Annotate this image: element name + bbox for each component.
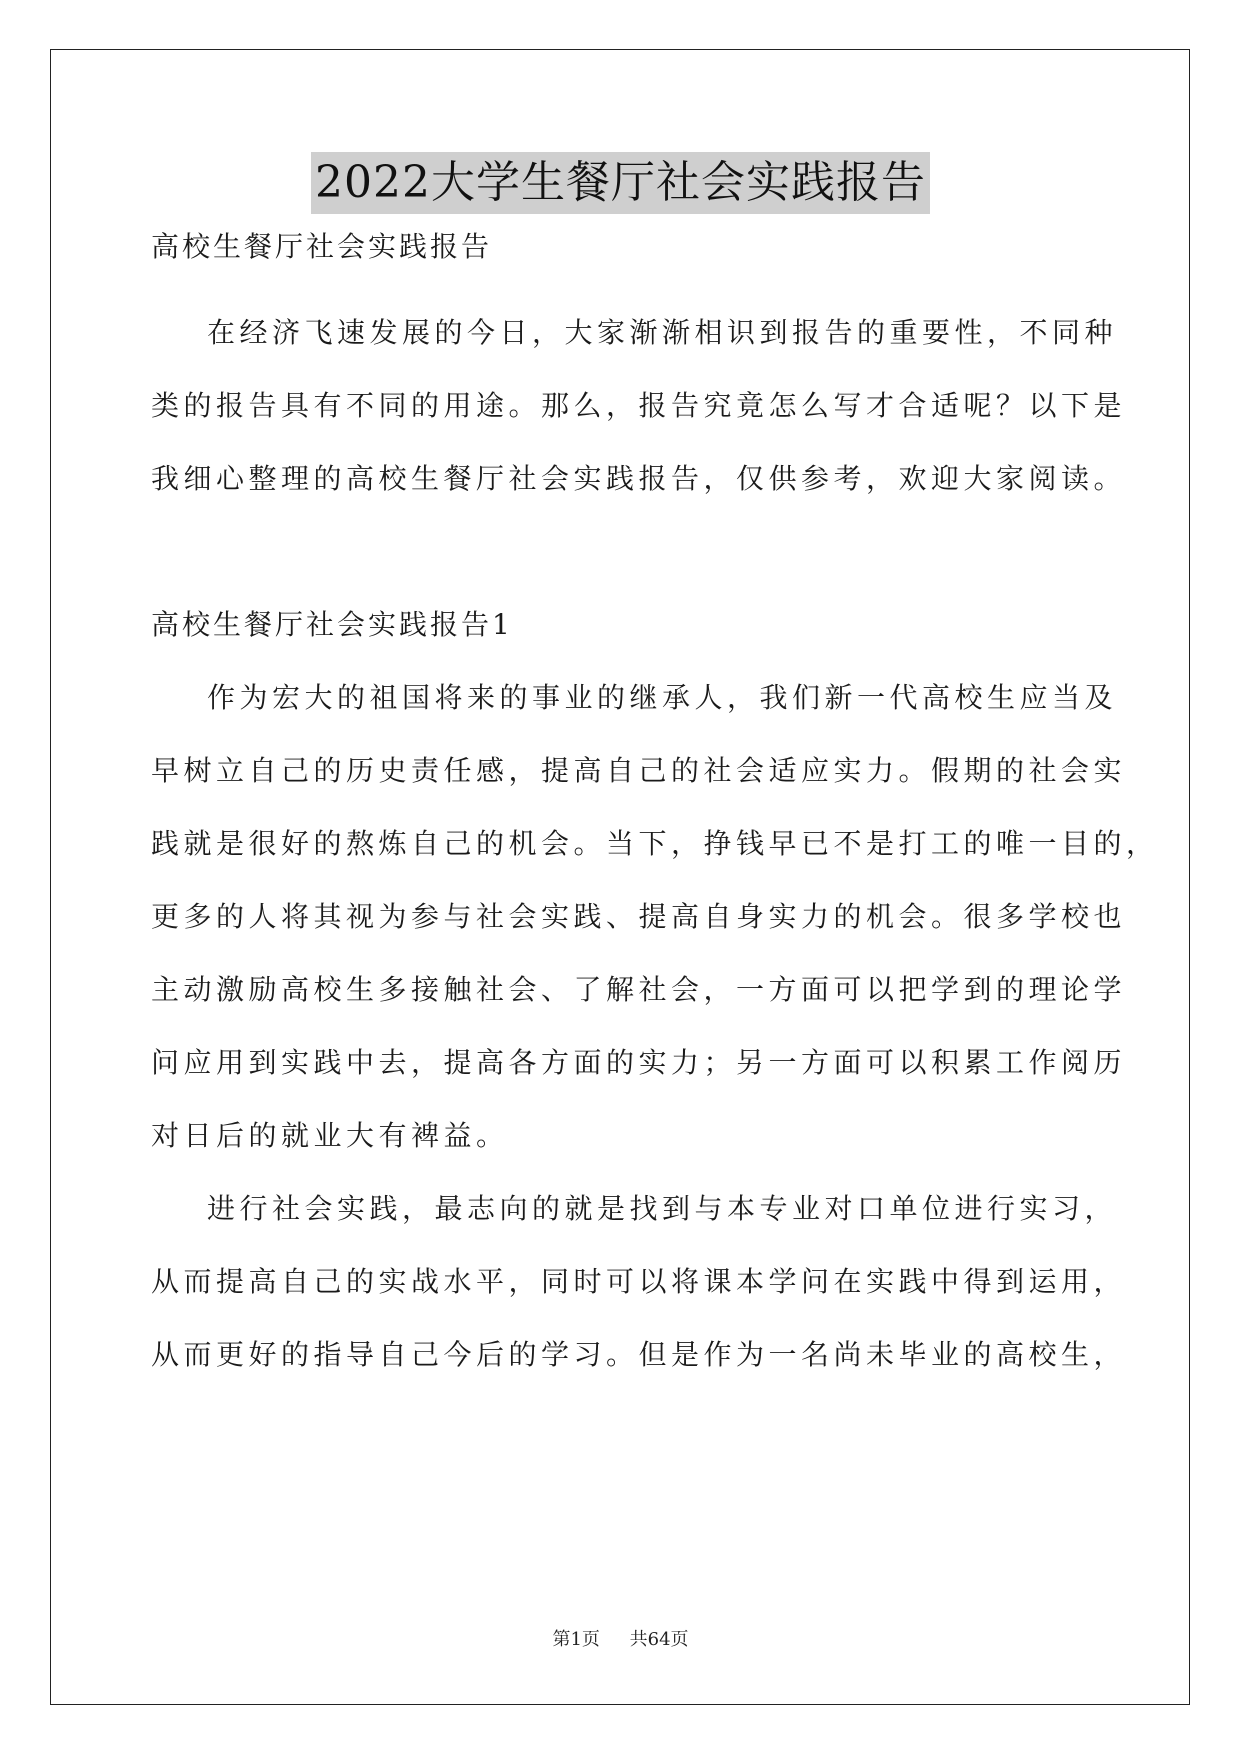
paragraph-line: 更多的人将其视为参与社会实践、提高自身实力的机会。很多学校也 <box>151 900 1127 933</box>
paragraph-line: 问应用到实践中去，提高各方面的实力；另一方面可以积累工作阅历 <box>151 1046 1127 1079</box>
paragraph-line: 进行社会实践，最志向的就是找到与本专业对口单位进行实习， <box>207 1192 1118 1225</box>
page-footer <box>0 1625 1241 1651</box>
page-border <box>50 49 1190 1705</box>
intro-line: 类的报告具有不同的用途。那么，报告究竟怎么写才合适呢？以下是 <box>151 389 1127 422</box>
intro-line: 我细心整理的高校生餐厅社会实践报告，仅供参考，欢迎大家阅读。 <box>151 462 1127 495</box>
title-container <box>0 152 1241 214</box>
paragraph-line: 早树立自己的历史责任感，提高自己的社会适应实力。假期的社会实 <box>151 754 1127 787</box>
paragraph-line: 主动激励高校生多接触社会、了解社会，一方面可以把学到的理论学 <box>151 973 1127 1006</box>
subheading-intro: 高校生餐厅社会实践报告 <box>151 230 493 263</box>
page-total: 共64页 <box>629 1629 689 1650</box>
subheading-report-1: 高校生餐厅社会实践报告1 <box>151 608 513 641</box>
paragraph-line: 从而提高自己的实战水平，同时可以将课本学问在实践中得到运用， <box>151 1265 1127 1298</box>
page-number: 第1页 <box>552 1629 600 1650</box>
paragraph-line: 践就是很好的熬炼自己的机会。当下，挣钱早已不是打工的唯一目的， <box>151 827 1159 860</box>
paragraph-line: 对日后的就业大有裨益。 <box>151 1119 509 1152</box>
paragraph-line: 从而更好的指导自己今后的学习。但是作为一名尚未毕业的高校生， <box>151 1338 1127 1371</box>
paragraph-line: 作为宏大的祖国将来的事业的继承人，我们新一代高校生应当及 <box>207 681 1118 714</box>
intro-line: 在经济飞速发展的今日，大家渐渐相识到报告的重要性，不同种 <box>207 316 1118 349</box>
document-title: 2022大学生餐厅社会实践报告 <box>311 152 930 214</box>
